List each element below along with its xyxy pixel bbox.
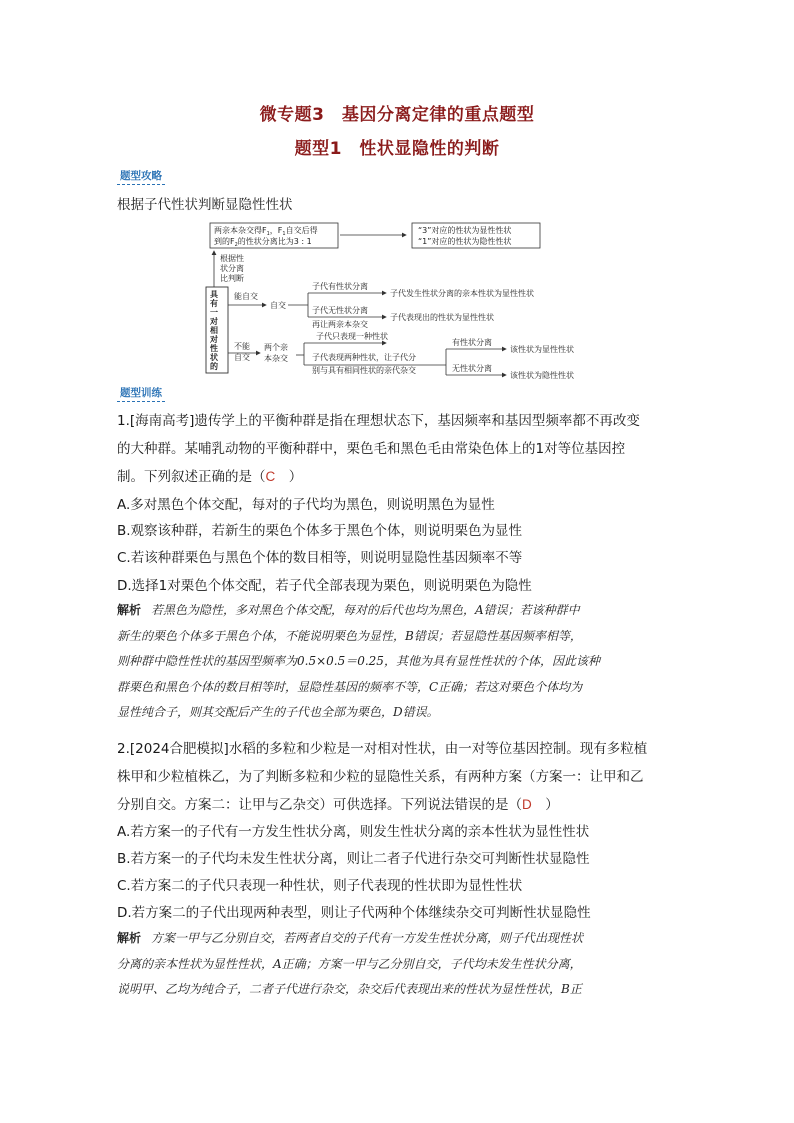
svg-text:有: 有: [210, 299, 218, 308]
q1-stem-line2: 的大种群。某哺乳动物的平衡种群中，栗色毛和黑色毛由常染色体上的1对等位基因控: [117, 441, 626, 457]
svg-text:状: 状: [210, 353, 218, 362]
q2-option-c: C.若方案二的子代只表现一种性状，则子代表现的性状即为显性性状: [117, 878, 523, 894]
arrow4-label-2: 别与具有相同性状的亲代杂交: [312, 366, 416, 375]
svg-text:一: 一: [210, 308, 218, 317]
svg-text:性: 性: [210, 344, 218, 353]
svg-text:对: 对: [210, 317, 218, 326]
q1-explanation: 解析 若黑色为隐性，多对黑色个体交配，每对的后代也均为黑色，A错误；若该种群中 新生的栗色个体多于黑色个体，不能说明栗色为显性，B错误；若显隐性基因频率相等， 则种群中隐性性状的基因型频率为0.5×0.5＝0.25，其他为具有显性性状的个体，因此该种 群栗色和黑色个体的数目相等时，显隐性基因的频率不等，C正确；若这对栗色个体均为 显性纯合子，则其交配后产生的子代也全部为栗色，D错误。: [117, 603, 600, 719]
arrow4-label-1: 子代表现两种性状，让子代分: [312, 353, 416, 362]
training-tag: 题型训练: [117, 386, 165, 402]
q2-option-b: B.若方案一的子代均未发生性状分离，则让二者子代进行杂交可判断性状显隐性: [117, 851, 590, 867]
q2-answer: D: [522, 797, 532, 812]
ratio-result-line1: “3”对应的性状为显性性状: [418, 226, 512, 235]
q2-stem-close: ）: [531, 797, 559, 813]
q2-stem-line1: 2.[2024合肥模拟]水稻的多粒和少粒是一对相对性状，由一对等位基因控制。现有多粒植: [117, 741, 648, 757]
basis-label-2: 状分离: [220, 264, 244, 273]
q2-explanation: 解析 方案一甲与乙分别自交，若两者自交的子代有一方发生性状分离，则子代出现性状 分离的亲本性状为显性性状，A正确；方案一甲与乙分别自交，子代均未发生性状分离， 说明甲、乙均为纯合子，二者子代进行杂交，杂交后代表现出来的性状为显性性状，B正: [117, 931, 584, 996]
svg-text:具: 具: [210, 290, 218, 299]
self-cross-node: 自交: [270, 301, 286, 310]
hybrid-node-2: 本杂交: [264, 354, 288, 363]
q1-stem-line1: 1.[海南高考]遗传学上的平衡种群是指在理想状态下，基因频率和基因型频率都不再改变: [117, 413, 640, 429]
arrow2-label: 子代无性状分离: [312, 306, 368, 315]
dominance-flow-diagram: [200, 219, 600, 381]
q1-stem-line3: [117, 465, 302, 485]
q1-option-d: D.选择1对栗色个体交配，若子代全部表现为栗色，则说明栗色为隐性: [117, 578, 532, 594]
subsection-title: 题型1 性状显隐性的判断: [294, 139, 500, 159]
can-self-label: 能自交: [234, 292, 258, 301]
arrow6-label: 无性状分离: [452, 364, 492, 373]
arrow5-result: 该性状为显性性状: [510, 345, 574, 354]
svg-text:对: 对: [210, 335, 218, 344]
q2-stem-line3: [117, 793, 559, 813]
ratio-result-line2: “1”对应的性状为隐性性状: [418, 237, 512, 246]
q1-stem-text: 制。下列叙述正确的是（: [117, 469, 266, 485]
svg-text:到的F2的性状分离比为3 : 1: 到的$F_2$的性状分离比为3 : 1: [214, 237, 312, 248]
f2-box-line1: 两亲本杂交得F: [214, 226, 267, 235]
f2-box-line2: 到的F: [214, 237, 235, 246]
q1-option-c: C.若该种群栗色与黑色个体的数目相等，则说明显隐性基因频率不等: [117, 550, 523, 566]
svg-text:相: 相: [210, 326, 218, 335]
intro-text: 根据子代性状判断显隐性性状: [117, 197, 293, 213]
arrow6-result: 该性状为隐性性状: [510, 371, 574, 380]
basis-label-3: 比判断: [220, 274, 244, 283]
q2-option-d: D.若方案二的子代出现两种表型，则让子代两种个体继续杂交可判断性状显隐性: [117, 905, 591, 921]
q1-stem-close: ）: [275, 469, 303, 485]
hybrid-node-1: 两个亲: [264, 343, 288, 352]
svg-text:的: 的: [210, 362, 218, 371]
arrow2-sub: 再让两亲本杂交: [312, 320, 368, 329]
cannot-self-label-1: 不能: [234, 342, 250, 351]
q1-answer: C: [265, 469, 276, 484]
q1-option-a: A.多对黑色个体交配，每对的子代均为黑色，则说明黑色为显性: [117, 497, 495, 513]
q2-explain-label: 解析: [117, 931, 142, 945]
arrow3-label: 子代只表现一种性状: [316, 332, 388, 341]
cannot-self-label-2: 自交: [234, 353, 250, 362]
q2-option-a: A.若方案一的子代有一方发生性状分离，则发生性状分离的亲本性状为显性性状: [117, 824, 590, 840]
strategy-tag: 题型攻略: [117, 169, 165, 185]
arrow5-label: 有性状分离: [452, 338, 492, 347]
basis-label-1: 根据性: [220, 254, 244, 263]
arrow1-label: 子代有性状分离: [312, 282, 368, 291]
q2-stem-line2: 株甲和少粒植株乙，为了判断多粒和少粒的显隐性关系，有两种方案（方案一：让甲和乙: [117, 769, 644, 785]
arrow2-result: 子代表现出的性状为显性性状: [390, 313, 494, 322]
arrow1-result: 子代发生性状分离的亲本性状为显性性状: [390, 289, 534, 298]
section-title: 微专题3 基因分离定律的重点题型: [259, 105, 535, 125]
svg-text:两亲本杂交得F1，F1自交后得: 两亲本杂交得$F_1$，$F_1$自交后得: [214, 226, 318, 237]
q1-explain-label: 解析: [117, 603, 142, 617]
q1-option-b: B.观察该种群，若新生的栗色个体多于黑色个体，则说明栗色为显性: [117, 523, 523, 539]
q2-stem-text: 分别自交。方案二：让甲与乙杂交）可供选择。下列说法错误的是（: [117, 797, 522, 813]
